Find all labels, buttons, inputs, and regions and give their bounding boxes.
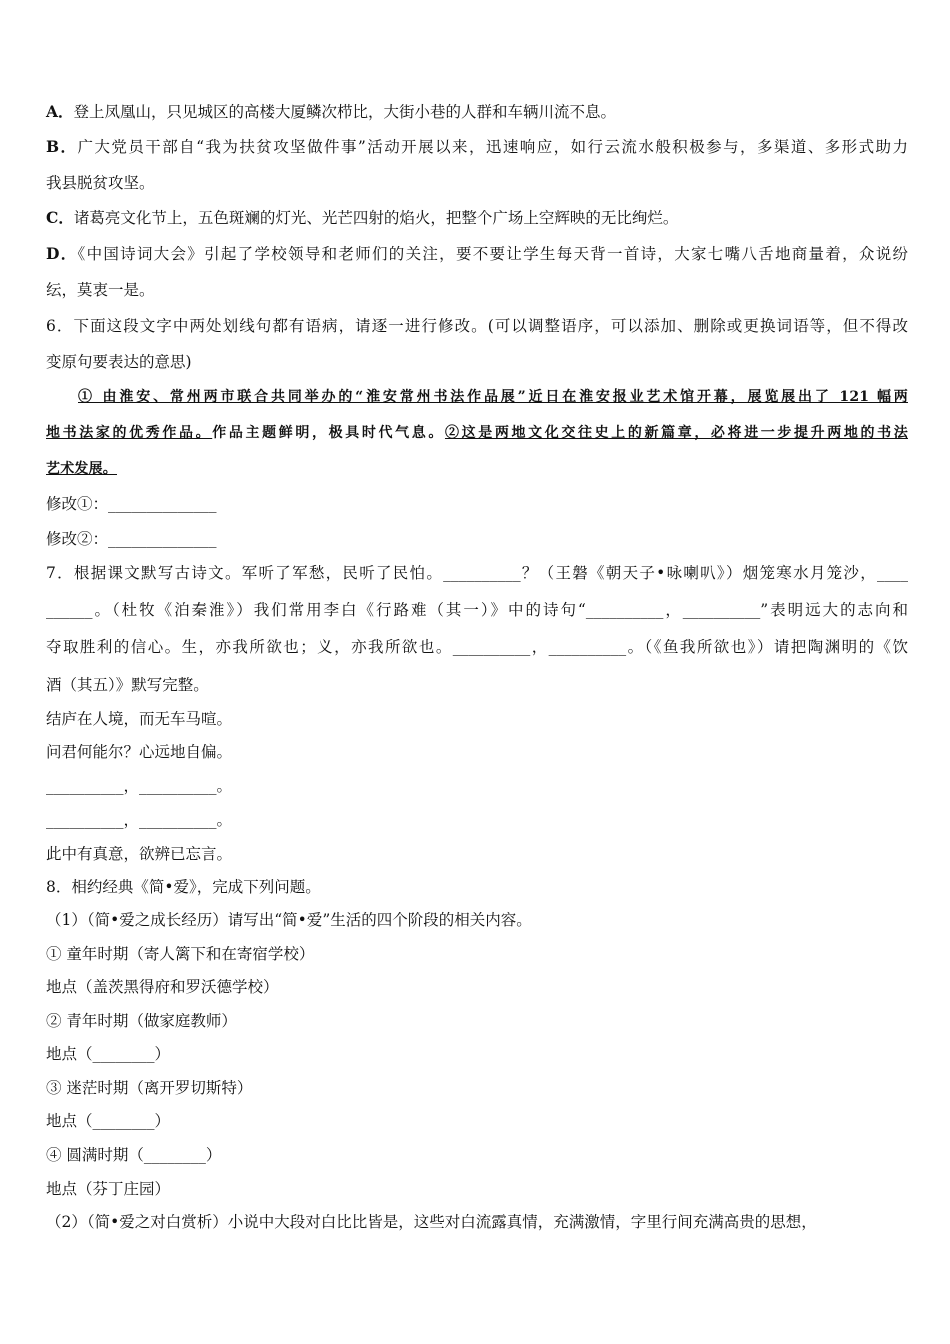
option-c-text: 诸葛亮文化节上，五色斑斓的灯光、光芒四射的焰火，把整个广场上空辉映的无比绚烂。 (73, 209, 679, 227)
q7-poem-line2: 问君何能尔？心远地自偏。 (46, 743, 233, 761)
q6-passage-plain: 作品主题鲜明，极具时代气息。 (212, 425, 445, 441)
option-c (46, 208, 678, 228)
q6-prompt-line1: 6．下面这段文字中两处划线句都有语病，请逐一进行修改。(可以调整语序，可以添加、删除或更换词语等，但不得改 (46, 317, 908, 335)
q7-line3: 夺取胜利的信心。生，亦我所欲也；义，亦我所欲也。__________，__________。（《鱼我所欲也》）请把陶渊明的《饮 (46, 638, 908, 656)
q6-passage-underlined-a: 地书法家的优秀作品。 (46, 425, 213, 441)
q8-sub2: （2）（简•爱之对白赏析）小说中大段对白比比皆是，这些对白流露真情，充满激情，字里行间充满高贵的思想， (46, 1213, 817, 1231)
q7-poem-line3: __________，__________。 (46, 777, 233, 795)
option-d-line2: 纭，莫衷一是。 (46, 281, 155, 299)
option-d-label: D． (46, 244, 78, 263)
q7-line2: ______。（杜牧《泊秦淮》）我们常用李白《行路难（其一）》中的诗句“__________，__________”表明远大的志向和 (46, 601, 908, 619)
option-c-label: C． (46, 208, 74, 227)
option-b-text: 广大党员干部自“我为扶贫攻坚做件事”活动开展以来，迅速响应，如行云流水般积极参与，多渠道、多形式助力 (77, 138, 908, 156)
option-a-label: A． (46, 102, 74, 121)
q6-prompt-line2: 变原句要表达的意思) (46, 353, 192, 371)
q6-passage-line1: ① 由淮安、常州两市联合共同举办的“淮安常州书法作品展”近日在淮安报业艺术馆开幕，展览展出了 121 幅两 (78, 389, 908, 405)
q8-stage1: ① 童年时期（寄人篱下和在寄宿学校） (46, 945, 315, 963)
q7-line4: 酒（其五）》默写完整。 (46, 676, 209, 694)
q8-stage2-place: 地点（________） (46, 1045, 171, 1063)
q8-prompt: 8．相约经典《简•爱》，完成下列问题。 (46, 878, 321, 896)
q6-fix-1: 修改①：______________ (46, 495, 217, 513)
q8-stage4: ④ 圆满时期（________） (46, 1146, 222, 1164)
q8-stage2: ② 青年时期（做家庭教师） (46, 1012, 237, 1030)
q6-passage-underlined-c: ②这是两地文化交往史上的新篇章，必将进一步提升两地的书法 (444, 425, 908, 441)
option-b-line2: 我县脱贫攻坚。 (46, 174, 155, 192)
option-b-line1 (46, 137, 908, 157)
q7-poem-line4: __________，__________。 (46, 811, 233, 829)
q7-poem-line1: 结庐在人境，而无车马喧。 (46, 710, 233, 728)
option-d-line1 (46, 244, 908, 264)
q6-fix-2: 修改②：______________ (46, 530, 217, 548)
option-a (46, 102, 616, 122)
q8-sub1: （1）（简•爱之成长经历）请写出“简•爱”生活的四个阶段的相关内容。 (46, 911, 532, 929)
q8-stage4-place: 地点（芬丁庄园） (46, 1180, 171, 1198)
q8-stage1-place: 地点（盖茨黑得府和罗沃德学校） (46, 978, 279, 996)
q8-stage3-place: 地点（________） (46, 1112, 171, 1130)
option-b-label: B． (46, 137, 78, 156)
q8-stage3: ③ 迷茫时期（离开罗切斯特） (46, 1079, 253, 1097)
q6-passage-line2 (46, 423, 908, 443)
option-d-text: 《中国诗词大会》引起了学校领导和老师们的关注，要不要让学生每天背一首诗，大家七嘴八舌地商量着，众说纷 (77, 245, 908, 263)
q6-passage-line3: 艺术发展。 (46, 461, 117, 477)
q7-line1: 7．根据课文默写古诗文。军听了军愁，民听了民怕。__________？（王磐《朝天子•咏喇叭》）烟笼寒水月笼沙，____ (46, 564, 908, 582)
option-a-text: 登上凤凰山，只见城区的高楼大厦鳞次栉比，大街小巷的人群和车辆川流不息。 (73, 103, 617, 121)
q7-poem-line5: 此中有真意，欲辨已忘言。 (46, 845, 233, 863)
